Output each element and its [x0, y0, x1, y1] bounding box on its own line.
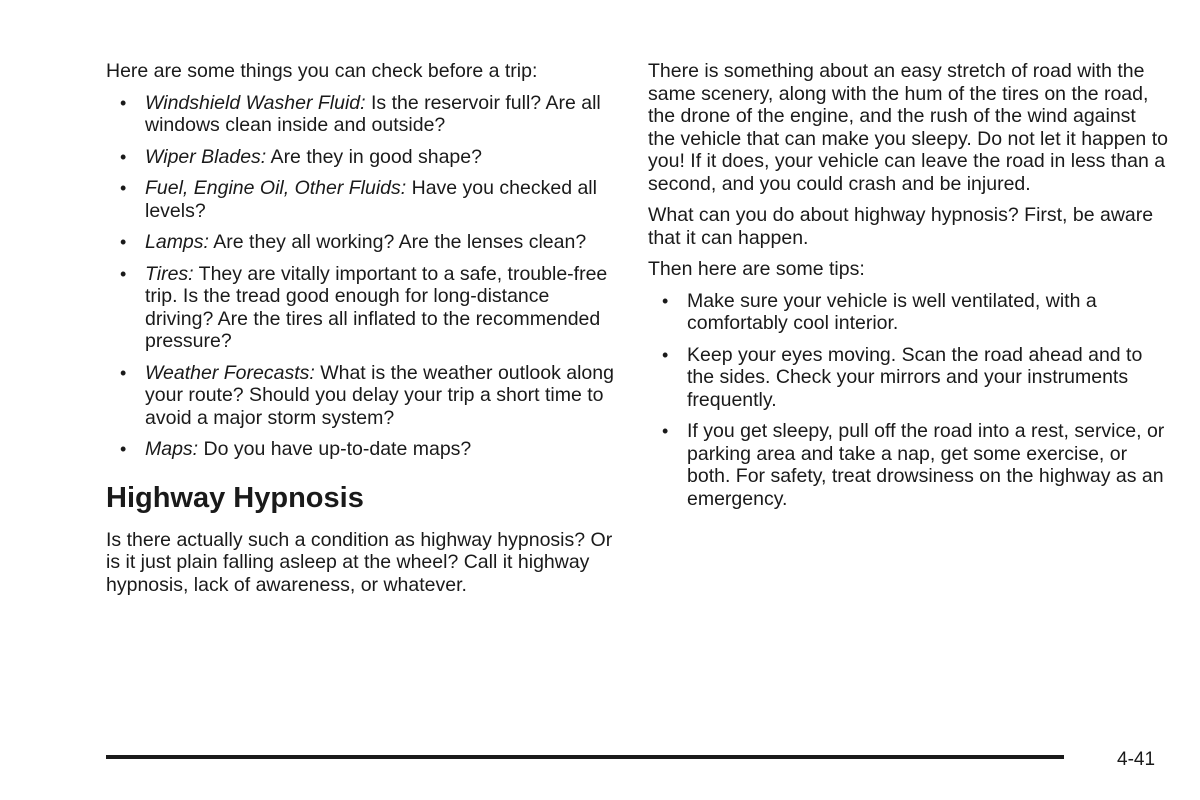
section-heading: Highway Hypnosis	[106, 481, 364, 514]
list-item	[120, 438, 621, 461]
item-text: Have you checked all levels?	[145, 177, 597, 222]
item-text: They are vitally important to a safe, trouble-free trip. Is the tread good enough for long-distance driving? Are the tires all inflated to the recommended pressure?	[145, 262, 608, 352]
bullet-icon: •	[120, 263, 127, 284]
tip-text: Keep your eyes moving. Scan the road ahead and to the sides. Check your mirrors and your instruments frequently.	[687, 343, 1143, 411]
item-term: Wiper Blades:	[145, 145, 267, 168]
item-text: What is the weather outlook along your route? Should you delay your trip a short time to avoid a major storm system?	[145, 361, 614, 429]
item-term: Lamps:	[145, 231, 209, 253]
item-term: Windshield Washer Fluid:	[145, 91, 366, 114]
list-item	[120, 92, 621, 137]
item-term: Maps:	[145, 438, 199, 460]
item-text: Are they in good shape?	[266, 145, 482, 168]
list-item	[120, 231, 621, 254]
tips-list	[662, 290, 1168, 511]
bullet-icon: •	[120, 362, 127, 383]
bullet-icon: •	[120, 92, 127, 113]
list-item	[120, 362, 621, 430]
list-item	[662, 344, 1168, 412]
tip-text: Make sure your vehicle is well ventilated, with a comfortably cool interior.	[687, 289, 1097, 334]
right-column	[648, 60, 1168, 519]
item-text: Are they all working? Are the lenses clean?	[208, 231, 587, 253]
item-term: Tires:	[145, 262, 194, 285]
footer-rule	[106, 755, 1064, 759]
list-item	[120, 263, 621, 353]
bullet-icon: •	[120, 439, 127, 459]
list-item	[120, 146, 621, 169]
hypnosis-question: What can you do about highway hypnosis? First, be aware that it can happen.	[648, 204, 1154, 249]
bullet-icon: •	[662, 290, 669, 311]
tip-text: If you get sleepy, pull off the road into a rest, service, or parking area and take a nap, get some exercise, or both. For safety, treat drowsiness on the highway as an emergency.	[687, 420, 1165, 510]
item-term: Fuel, Engine Oil, Other Fluids:	[145, 177, 407, 199]
bullet-icon: •	[120, 178, 127, 198]
item-text: Is the reservoir full? Are all windows clean inside and outside?	[145, 91, 601, 136]
bullet-icon: •	[662, 344, 669, 365]
checklist-intro: Here are some things you can check before a trip:	[106, 60, 538, 82]
hypnosis-paragraph: There is something about an easy stretch of road with the same scenery, along with the hum of the tires on the road, the drone of the engine, and the rush of the wind against the vehicle that can make you sleepy. Do not let it happen to you! If it does, your vehicle can leave the road in less than a second, and you could crash and be injured.	[648, 60, 1168, 195]
page-number: 4-41	[1117, 749, 1156, 770]
list-item	[662, 290, 1168, 335]
bullet-icon: •	[120, 232, 127, 252]
item-term: Weather Forecasts:	[145, 361, 315, 384]
tips-intro: Then here are some tips:	[648, 258, 865, 280]
bullet-icon: •	[662, 421, 669, 441]
left-column	[106, 60, 621, 605]
item-text: Do you have up-to-date maps?	[198, 438, 472, 460]
section-body: Is there actually such a condition as highway hypnosis? Or is it just plain falling asleep at the wheel? Call it highway hypnosis, lack of awareness, or whatever.	[106, 528, 613, 596]
list-item	[120, 177, 621, 222]
trip-checklist	[120, 92, 621, 461]
bullet-icon: •	[120, 146, 127, 167]
list-item	[662, 420, 1168, 510]
